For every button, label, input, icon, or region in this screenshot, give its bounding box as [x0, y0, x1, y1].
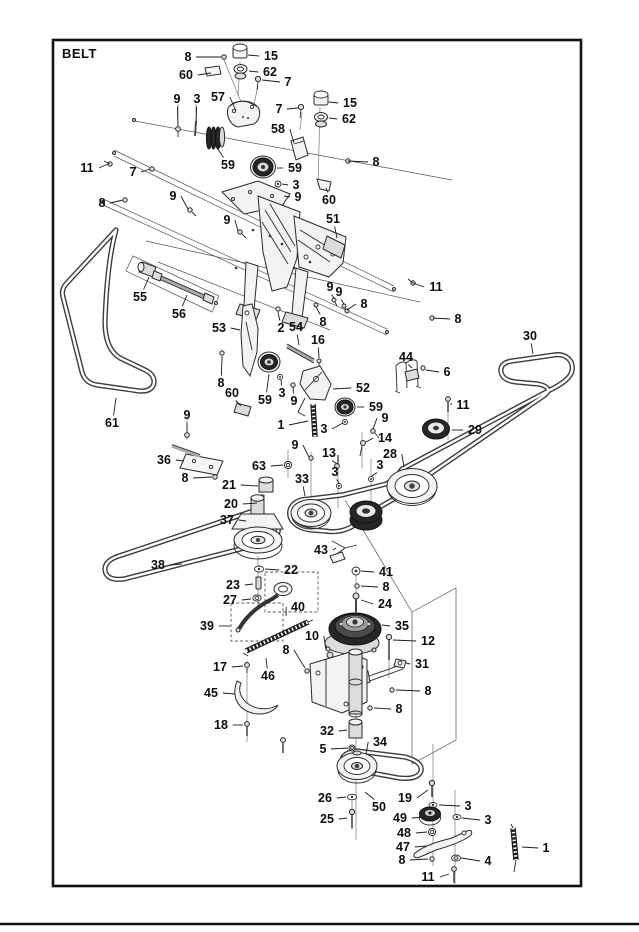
part-label-54: 54: [289, 320, 303, 334]
leader-line: [266, 658, 267, 669]
part-label-11: 11: [456, 398, 470, 412]
part-label-9: 9: [381, 411, 389, 425]
leader-line: [408, 365, 412, 369]
part-label-33: 33: [295, 472, 309, 486]
leader-line: [361, 571, 374, 572]
part-label-3: 3: [278, 386, 286, 400]
electric-clutch-35: [329, 613, 381, 645]
leader-line: [462, 818, 480, 820]
part-label-3: 3: [484, 813, 492, 827]
leader-line: [181, 196, 188, 209]
leader-line: [114, 398, 116, 416]
part-label-34: 34: [373, 735, 387, 749]
leader-line: [332, 461, 337, 465]
leader-line: [221, 357, 222, 376]
part-label-52: 52: [356, 381, 370, 395]
part-label-59: 59: [288, 161, 302, 175]
leader-line: [365, 792, 374, 800]
leader-line: [318, 348, 319, 359]
part-label-8: 8: [372, 155, 380, 169]
leader-line: [333, 388, 351, 389]
part-label-43: 43: [314, 543, 328, 557]
rod-and-lever-cluster: [138, 262, 379, 456]
leader-line: [297, 335, 299, 346]
bearing-49: [420, 807, 441, 825]
part-label-2: 2: [277, 321, 285, 335]
leader-line: [426, 370, 439, 372]
part-label-15: 15: [264, 49, 278, 63]
leader-line: [262, 80, 280, 82]
part-label-11: 11: [421, 870, 435, 884]
part-label-10: 10: [305, 629, 319, 643]
part-label-7: 7: [275, 102, 283, 116]
part-label-15: 15: [343, 96, 357, 110]
part-label-8: 8: [398, 853, 406, 867]
part-label-60: 60: [179, 68, 193, 82]
part-label-8: 8: [319, 315, 327, 329]
leader-line: [245, 584, 253, 585]
leader-line: [461, 858, 480, 861]
leader-line: [417, 790, 428, 798]
part-label-3: 3: [193, 92, 201, 106]
part-label-36: 36: [157, 453, 171, 467]
part-label-3: 3: [464, 799, 472, 813]
part-label-21: 21: [222, 478, 236, 492]
part-label-51: 51: [326, 212, 340, 226]
part-label-59: 59: [369, 400, 383, 414]
leader-line: [416, 832, 427, 833]
part-label-26: 26: [318, 791, 332, 805]
leader-line: [373, 418, 377, 429]
leader-line: [242, 599, 251, 600]
leader-line: [440, 874, 449, 877]
part-label-44: 44: [399, 350, 413, 364]
part-label-29: 29: [468, 423, 482, 437]
leader-line: [332, 295, 334, 299]
pulley-42: [350, 501, 382, 530]
part-label-18: 18: [214, 718, 228, 732]
leader-line: [333, 548, 336, 550]
part-label-46: 46: [261, 669, 275, 683]
leader-line: [329, 102, 338, 103]
leader-line: [182, 295, 187, 307]
part-label-16: 16: [311, 333, 325, 347]
part-label-8: 8: [282, 643, 290, 657]
part-label-8: 8: [424, 684, 432, 698]
part-labels: [80, 49, 549, 884]
part-label-9: 9: [173, 92, 181, 106]
pulley-59-mid: [258, 352, 280, 372]
leader-line: [193, 477, 212, 478]
leader-line: [144, 277, 149, 290]
leader-line: [287, 108, 298, 109]
leader-line: [348, 161, 368, 162]
leader-line: [339, 818, 347, 819]
leader-line: [382, 625, 390, 626]
leader-line: [303, 445, 309, 457]
part-label-20: 20: [224, 497, 238, 511]
leader-line: [361, 600, 373, 604]
part-label-8: 8: [360, 297, 368, 311]
leader-line: [110, 200, 123, 203]
leader-line: [439, 805, 460, 806]
pulley-34: [337, 751, 377, 783]
leader-line: [406, 663, 410, 664]
idler-pulley-28: [387, 469, 437, 506]
part-label-8: 8: [395, 702, 403, 716]
leader-line: [329, 118, 337, 119]
leader-line: [249, 71, 258, 72]
top-hardware: [104, 44, 350, 238]
part-label-53: 53: [212, 321, 226, 335]
leader-line: [396, 690, 420, 691]
leader-line: [231, 328, 240, 330]
leader-line: [372, 473, 377, 477]
part-label-9: 9: [335, 285, 343, 299]
part-label-59: 59: [258, 393, 272, 407]
leader-line: [294, 650, 305, 668]
leader-line: [293, 387, 294, 394]
part-label-3: 3: [320, 422, 328, 436]
part-label-37: 37: [220, 513, 234, 527]
part-label-55: 55: [133, 290, 147, 304]
leader-line: [235, 220, 238, 231]
leader-line: [281, 380, 282, 386]
part-label-1: 1: [542, 841, 550, 855]
part-label-38: 38: [151, 558, 165, 572]
part-label-50: 50: [372, 800, 386, 814]
part-label-8: 8: [382, 580, 390, 594]
part-label-60: 60: [225, 386, 239, 400]
leader-line: [278, 312, 280, 321]
leader-line: [341, 300, 344, 305]
leader-line: [303, 487, 305, 497]
leader-line: [393, 640, 416, 641]
leader-line: [332, 423, 343, 429]
part-label-6: 6: [443, 365, 451, 379]
pulley-59-upper: [251, 156, 276, 178]
leader-line: [241, 485, 258, 486]
wire-bracket-44: [395, 360, 425, 393]
leader-line: [331, 748, 348, 749]
part-label-39: 39: [200, 619, 214, 633]
leader-line: [339, 730, 347, 731]
part-label-47: 47: [396, 840, 410, 854]
part-label-11: 11: [429, 280, 443, 294]
leader-line: [271, 465, 283, 466]
part-label-24: 24: [378, 597, 392, 611]
pulley-59-stack: [206, 127, 224, 149]
part-label-9: 9: [326, 280, 334, 294]
part-label-11: 11: [80, 161, 94, 175]
part-label-8: 8: [98, 196, 106, 210]
part-label-49: 49: [393, 811, 407, 825]
part-label-8: 8: [217, 376, 225, 390]
part-label-28: 28: [383, 447, 397, 461]
leader-line: [410, 859, 428, 860]
leader-line: [176, 460, 184, 461]
part-label-13: 13: [322, 446, 336, 460]
part-label-59: 59: [221, 158, 235, 172]
leader-line: [337, 797, 346, 798]
part-label-3: 3: [376, 458, 384, 472]
leader-line: [531, 344, 533, 355]
belt-30: [290, 355, 573, 532]
part-label-58: 58: [271, 122, 285, 136]
leader-line: [99, 164, 108, 168]
page-title: BELT: [62, 46, 97, 61]
part-label-9: 9: [294, 190, 302, 204]
part-label-3: 3: [331, 465, 339, 479]
pulley-59-lower: [335, 398, 355, 416]
part-label-40: 40: [291, 600, 305, 614]
part-label-14: 14: [378, 431, 392, 445]
leader-line: [347, 304, 356, 310]
part-label-62: 62: [342, 112, 356, 126]
part-label-9: 9: [169, 189, 177, 203]
part-label-60: 60: [322, 193, 336, 207]
part-label-25: 25: [320, 812, 334, 826]
leader-line: [265, 569, 279, 570]
part-label-48: 48: [397, 826, 411, 840]
leader-line: [248, 55, 259, 56]
part-label-5: 5: [319, 742, 327, 756]
part-label-9: 9: [223, 213, 231, 227]
part-label-19: 19: [398, 791, 412, 805]
part-label-30: 30: [523, 329, 537, 343]
part-label-9: 9: [183, 408, 191, 422]
pulley-29-upper: [423, 419, 450, 439]
leader-line: [433, 318, 450, 319]
leader-line: [232, 666, 243, 667]
part-label-12: 12: [421, 634, 435, 648]
part-label-3: 3: [292, 178, 300, 192]
part-label-45: 45: [204, 686, 218, 700]
pulley-33: [291, 500, 331, 530]
part-label-41: 41: [379, 565, 393, 579]
part-label-32: 32: [320, 724, 334, 738]
part-label-57: 57: [211, 90, 225, 104]
leader-line: [361, 586, 378, 587]
leader-line: [402, 454, 404, 467]
part-label-62: 62: [263, 65, 277, 79]
leader-line: [282, 184, 288, 185]
part-label-1: 1: [277, 418, 285, 432]
part-label-17: 17: [213, 660, 227, 674]
part-label-9: 9: [291, 438, 299, 452]
part-label-9: 9: [290, 394, 298, 408]
leader-line: [289, 421, 308, 425]
part-label-8: 8: [181, 471, 189, 485]
part-label-7: 7: [129, 165, 137, 179]
part-label-31: 31: [415, 657, 429, 671]
part-label-35: 35: [395, 619, 409, 633]
part-label-27: 27: [223, 593, 237, 607]
leader-line: [522, 847, 538, 848]
leader-line: [223, 693, 235, 694]
leader-line: [267, 374, 269, 393]
part-label-63: 63: [252, 459, 266, 473]
part-label-61: 61: [105, 416, 119, 430]
part-label-8: 8: [454, 312, 462, 326]
leader-line: [316, 307, 320, 315]
leader-line: [177, 107, 178, 127]
part-label-4: 4: [484, 854, 492, 868]
part-label-56: 56: [172, 307, 186, 321]
leader-line: [217, 148, 224, 158]
part-label-7: 7: [284, 75, 292, 89]
part-label-8: 8: [184, 50, 192, 64]
part-label-22: 22: [284, 563, 298, 577]
leader-line: [374, 708, 391, 709]
leader-line: [196, 107, 197, 127]
leader-line: [366, 438, 373, 442]
part-label-23: 23: [226, 578, 240, 592]
